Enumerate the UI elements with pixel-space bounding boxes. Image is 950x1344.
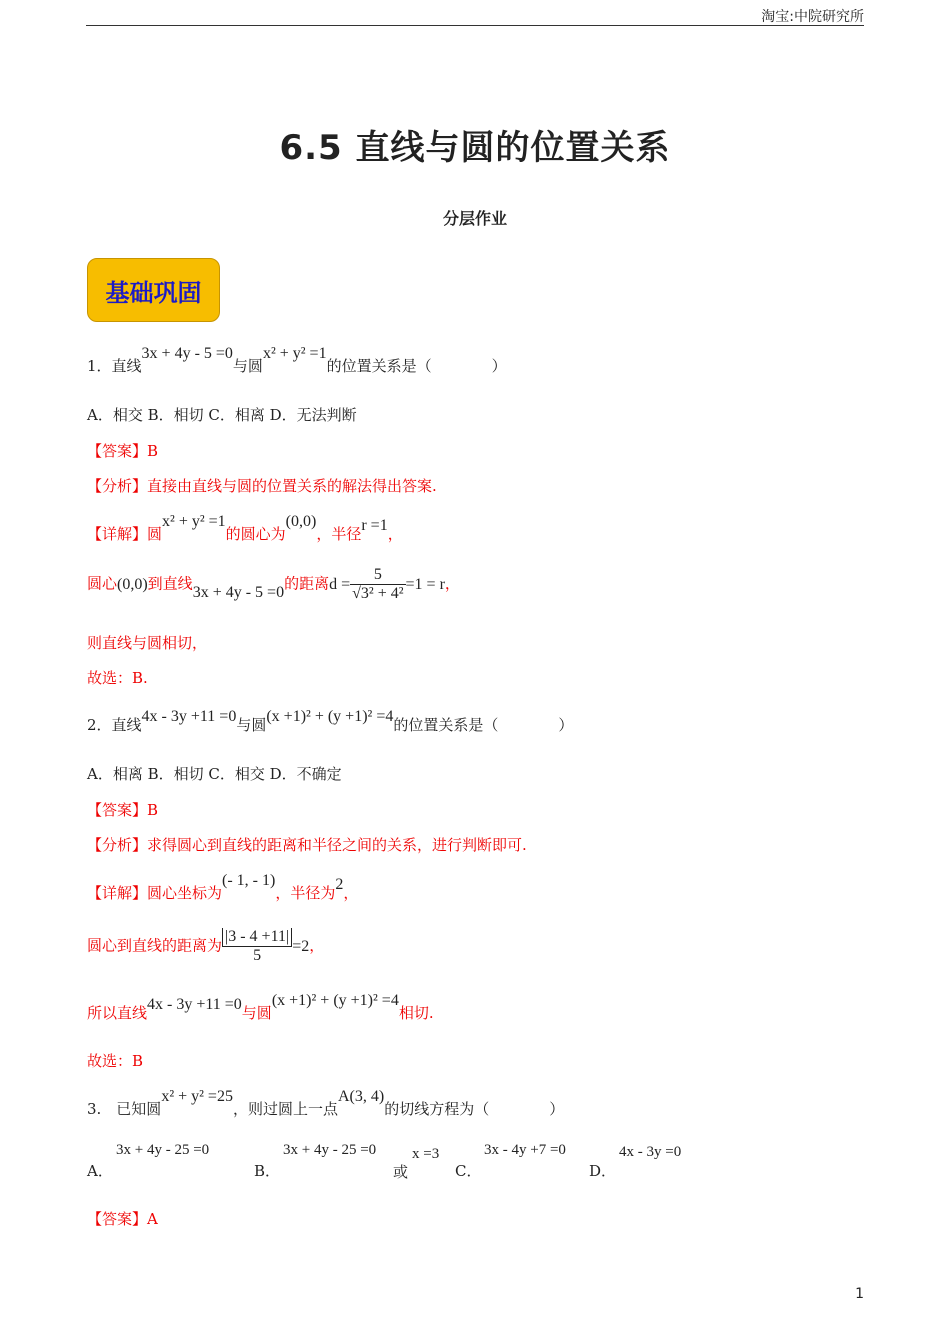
q2-dist-fraction (222, 928, 292, 965)
q1-dist-center: (0,0) (117, 575, 148, 593)
q3-connector: ，则过圆上一点 (232, 1100, 338, 1118)
header-shop-label: 淘宝:中院研究所 (761, 9, 864, 25)
q1-number: 1．直线 (87, 357, 142, 375)
section-badge (87, 258, 220, 322)
q2-choose: 故选：B (87, 1052, 144, 1070)
q3-option-d-label: D． (589, 1162, 617, 1180)
q1-detail-label: 【详解】圆 (87, 525, 163, 543)
q2-detail-center: (- 1, - 1) (222, 872, 276, 889)
q2-dist-comma: ， (309, 936, 325, 955)
q2-so-text: 与圆 (241, 1004, 272, 1022)
page-title: 6.5 直线与圆的位置关系 (279, 128, 671, 168)
q1-stem-tail: 的位置关系是（ ） (326, 357, 507, 375)
q2-answer: 【答案】B (87, 801, 159, 819)
q3-option-b-label: B． (254, 1162, 281, 1180)
q2-dist-numerator: |3 - 4 +11| (222, 928, 292, 947)
q1-choose: 故选：B. (87, 669, 148, 687)
q2-so-label: 所以直线 (87, 1004, 148, 1022)
q2-connector: 与圆 (236, 716, 267, 734)
q1-detail-text: 的圆心为 (225, 525, 286, 543)
q1-detail-text2: ，半径 (316, 525, 362, 543)
q2-detail-radius: 2 (335, 876, 344, 893)
q2-conclusion (87, 992, 434, 1023)
q1-options: A．相交 B．相切 C．相离 D．无法判断 (87, 406, 357, 424)
q1-dist-text: 到直线 (147, 574, 193, 593)
q1-analysis: 【分析】直接由直线与圆的位置关系的解法得出答案. (87, 477, 437, 495)
q1-answer: 【答案】B (87, 442, 159, 460)
q3-stem (87, 1088, 565, 1119)
q2-so-circle: (x +1)² + (y +1)² =4 (271, 992, 399, 1009)
q1-conclusion: 则直线与圆相切， (87, 634, 208, 652)
q1-detail-circle: x² + y² =1 (162, 513, 226, 530)
q1-detail-center: (0,0) (285, 513, 317, 530)
q2-distance (87, 928, 324, 965)
q1-dist-lhs: d = (329, 575, 351, 593)
q1-dist-line: 3x + 4y - 5 =0 (192, 583, 285, 601)
page-subtitle: 分层作业 (442, 209, 507, 228)
q2-so-line: 4x - 3y +11 =0 (147, 996, 242, 1013)
q2-circle-equation: (x +1)² + (y +1)² =4 (266, 708, 394, 725)
q2-dist-label: 圆心到直线的距离为 (87, 936, 223, 955)
q1-circle-equation: x² + y² =1 (262, 345, 327, 362)
q2-detail (87, 872, 359, 903)
q3-option-a: 3x + 4y - 25 =0 (116, 1142, 210, 1158)
q2-options: A．相离 B．相切 C．相交 D．不确定 (87, 765, 342, 783)
q1-dist-denominator: √3² + 4² (352, 585, 404, 602)
q3-stem-tail: 的切线方程为（ ） (384, 1100, 565, 1118)
q3-number: 3. 已知圆 (87, 1100, 162, 1118)
q2-detail-text: ，半径为 (275, 884, 336, 902)
q3-option-b: 3x + 4y - 25 =0 (283, 1142, 377, 1158)
q1-connector: 与圆 (232, 357, 263, 375)
q1-dist-rhs: =1 = r (405, 575, 445, 593)
q1-dist-numerator: 5 (350, 566, 405, 585)
q2-stem-tail: 的位置关系是（ ） (393, 716, 574, 734)
q3-circle-equation: x² + y² =25 (161, 1088, 233, 1105)
q2-dist-denominator: 5 (253, 947, 262, 964)
q2-detail-label: 【详解】圆心坐标为 (87, 884, 223, 902)
q3-option-b-or: 或 (393, 1163, 409, 1181)
q2-stem (87, 708, 574, 735)
header-rule (86, 25, 864, 26)
q1-dist-label: 圆心 (87, 574, 118, 593)
q2-number: 2．直线 (87, 716, 142, 734)
q1-stem (87, 345, 507, 376)
q3-point: A(3, 4) (337, 1088, 385, 1105)
q3-option-a-label: A． (87, 1162, 113, 1180)
page-number: 1 (855, 1286, 864, 1302)
q1-detail-radius: r =1 (361, 517, 388, 534)
q1-dist-comma: ， (444, 574, 460, 593)
q2-line-equation: 4x - 3y +11 =0 (141, 708, 237, 725)
q1-line-equation: 3x + 4y - 5 =0 (141, 345, 233, 362)
q2-detail-comma: ， (343, 884, 359, 902)
q1-detail-comma: ， (387, 525, 403, 543)
q2-so-tail: 相切. (398, 1004, 434, 1022)
q2-dist-rhs: =2 (292, 937, 310, 955)
q1-dist-fraction (350, 566, 405, 603)
q3-option-c-label: C． (455, 1162, 482, 1180)
q1-dist-text2: 的距离 (284, 574, 330, 593)
q3-answer: 【答案】A (87, 1210, 158, 1228)
q1-detail (87, 513, 403, 544)
q3-option-d: 4x - 3y =0 (619, 1144, 682, 1160)
q3-option-b2: x =3 (412, 1146, 440, 1162)
section-badge-label: 基础巩固 (105, 278, 202, 307)
q1-distance (87, 566, 460, 603)
q2-analysis: 【分析】求得圆心到直线的距离和半径之间的关系，进行判断即可. (87, 836, 527, 854)
q3-option-c: 3x - 4y +7 =0 (484, 1142, 566, 1158)
